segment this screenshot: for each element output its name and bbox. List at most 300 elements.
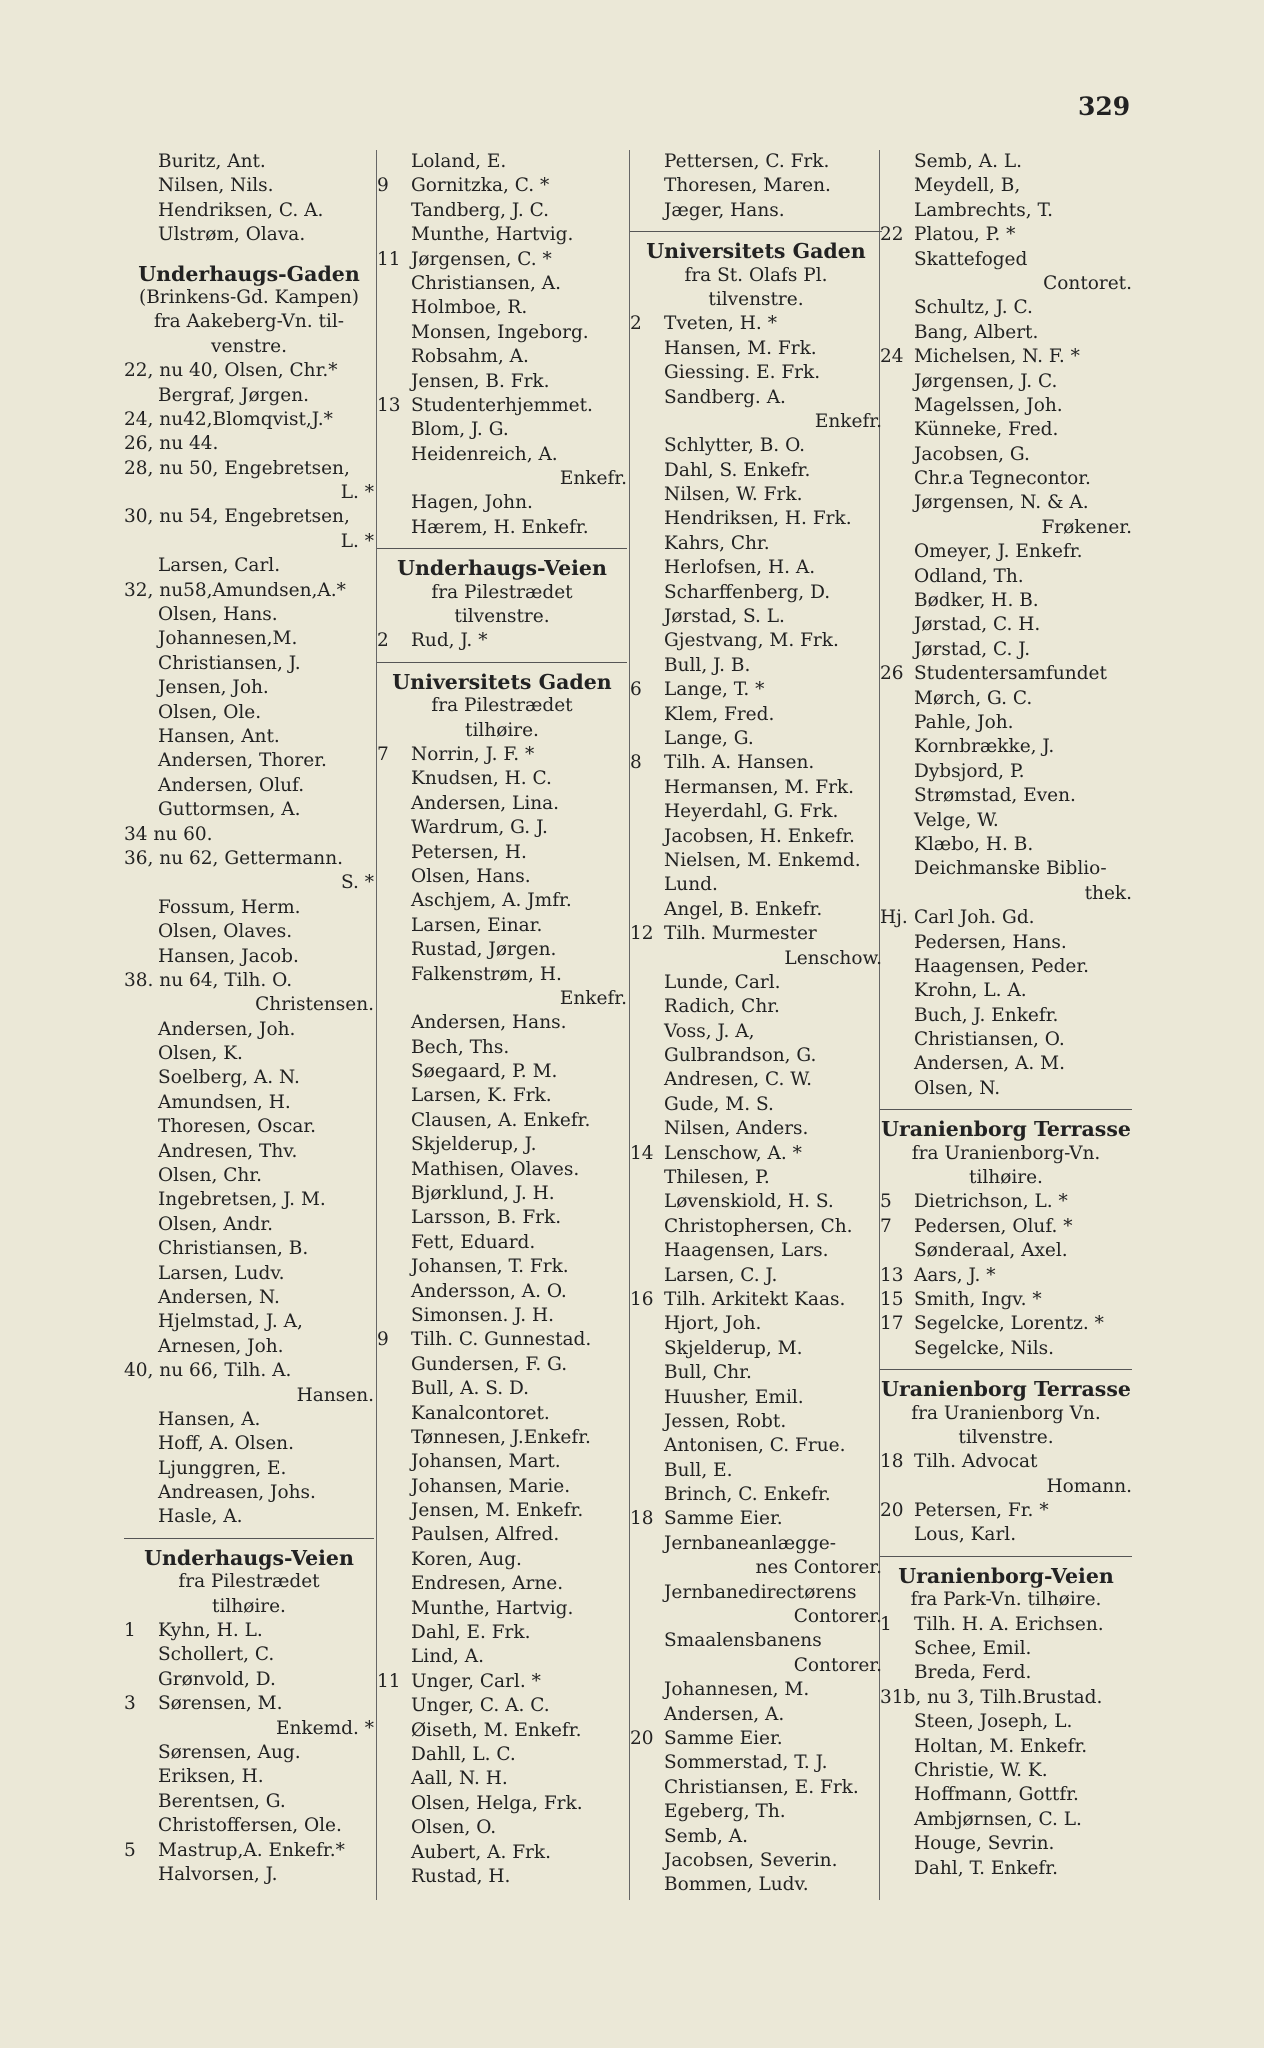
entry-name	[630, 1678, 882, 1702]
entry-name	[377, 1548, 627, 1572]
entry-name: Larsen, Ludv.	[158, 1262, 285, 1284]
entry-name: Øiseth, M. Enkefr.	[411, 1719, 582, 1741]
street-direction	[377, 694, 627, 718]
entry-name: Giessing. E. Frk.	[664, 362, 821, 384]
section-divider	[377, 540, 627, 556]
entry-name	[880, 857, 1132, 881]
entry-name	[880, 418, 1132, 442]
entry-name: Andersen, N.	[158, 1286, 280, 1308]
street-direction: fra Aakeberg-Vn. til-	[153, 311, 345, 333]
entry-name: Kanalcontoret.	[411, 1402, 550, 1424]
entry-name: Johansen, Mart.	[411, 1451, 561, 1473]
entry-name	[630, 556, 882, 580]
entry-name	[630, 1239, 882, 1263]
entry-continuation: L. *	[340, 482, 374, 504]
entry-name: Sørensen, M.	[158, 1693, 283, 1715]
entry-name: Hansen, M. Frk.	[664, 337, 817, 359]
entry-name	[630, 605, 882, 629]
street-direction: fra St. Olafs Pl.	[684, 264, 828, 286]
entry-name: Odland, Th.	[914, 565, 1024, 587]
entry-name	[124, 701, 374, 725]
entry-address: 36, nu 62, Gettermann.	[124, 847, 343, 869]
entry-name: Mørch, G. C.	[914, 687, 1033, 709]
entry-name: Lunde, Carl.	[664, 971, 781, 993]
entry-name: Lange, T. *	[664, 679, 765, 701]
street-direction: fra Pilestrædet	[431, 695, 573, 717]
entry-name: Aars, J. *	[914, 1264, 996, 1286]
entry-name: Bull, A. S. D.	[411, 1378, 530, 1400]
entry-name	[630, 1849, 882, 1873]
entry-continuation: Christensen.	[255, 994, 374, 1016]
entry-name: Heyerdahl, G. Frk.	[664, 801, 839, 823]
entry-name	[377, 1523, 627, 1547]
entry-name: Andreasen, Johs.	[158, 1482, 316, 1504]
entry-name	[377, 223, 627, 247]
entry-name: Larsen, Carl.	[158, 555, 281, 577]
entry-name: Jessen, Robt.	[664, 1410, 787, 1432]
entry-name: Hasle, A.	[158, 1506, 243, 1528]
entry-name	[377, 1036, 627, 1060]
entry-name: Falkenstrøm, H.	[411, 963, 562, 985]
entry-address	[880, 1686, 1132, 1710]
entry-name	[377, 1280, 627, 1304]
entry-name: Olsen, Olaves.	[158, 921, 293, 943]
numbered-entry	[630, 312, 882, 336]
entry-name: Unger, C. A. C.	[411, 1695, 550, 1717]
entry-name: Petersen, Fr. *	[914, 1500, 1049, 1522]
street-direction	[880, 1588, 1132, 1612]
entry-name: Arnesen, Joh.	[158, 1335, 284, 1357]
entry-name	[124, 896, 374, 920]
entry-name: Munthe, Hartvig.	[411, 224, 574, 246]
entry-name: Simonsen. J. H.	[411, 1304, 555, 1326]
entry-name: Gornitzka, C. *	[411, 175, 550, 197]
entry-name: Bull, E.	[664, 1459, 733, 1481]
entry-name: Larsson, B. Frk.	[411, 1207, 562, 1229]
entry-continuation	[124, 530, 374, 554]
street-heading: Underhaugs-Veien	[397, 556, 607, 581]
entry-name: Petersen, H.	[411, 841, 527, 863]
entry-address: 38. nu 64, Tilh. O.	[124, 969, 293, 991]
entry-name: Hoff, A. Olsen.	[158, 1433, 294, 1455]
house-number: 17	[880, 1313, 904, 1335]
house-number: 1	[880, 1613, 892, 1635]
entry-name: Lambrechts, T.	[914, 199, 1053, 221]
entry-name	[377, 865, 627, 889]
entry-name: Guttormsen, A.	[158, 799, 301, 821]
entry-name: Semb, A. L.	[914, 151, 1023, 172]
entry-name: Aall, N. H.	[411, 1768, 508, 1790]
entry-name	[880, 784, 1132, 808]
entry-name: Hendriksen, H. Frk.	[664, 508, 852, 530]
entry-name	[880, 1759, 1132, 1783]
entry-name: Johansen, Marie.	[411, 1475, 571, 1497]
entry-name	[630, 483, 882, 507]
entry-name: Olsen, Ole.	[158, 701, 262, 723]
house-number: 22	[880, 224, 904, 246]
entry-name	[124, 1863, 374, 1887]
street-heading	[377, 670, 627, 694]
house-number: 11	[377, 248, 401, 270]
entry-name: Gulbrandson, G.	[664, 1045, 817, 1067]
entry-name: Mastrup,A. Enkefr.*	[158, 1839, 345, 1861]
entry-name: Deichmanske Biblio-	[914, 858, 1107, 880]
entry-name: Tilh. A. Hansen.	[664, 752, 815, 774]
entry-name	[630, 849, 882, 873]
entry-name: Omeyer, J. Enkefr.	[914, 541, 1083, 563]
entry-name	[880, 296, 1132, 320]
entry-name	[124, 945, 374, 969]
entry-name	[630, 654, 882, 678]
entry-name	[124, 1741, 374, 1765]
entry-name: Andersen, Oluf.	[158, 774, 305, 796]
numbered-entry	[630, 1142, 882, 1166]
entry-continuation: Homann.	[1046, 1475, 1132, 1497]
entry-continuation	[377, 987, 627, 1011]
entry-name	[630, 971, 882, 995]
entry-name	[377, 199, 627, 223]
numbered-entry	[880, 1312, 1132, 1336]
entry-name	[124, 1188, 374, 1212]
entry-continuation	[124, 481, 374, 505]
entry-name	[124, 1765, 374, 1789]
entry-name: Tveten, H. *	[664, 313, 777, 335]
entry-name	[880, 687, 1132, 711]
entry-name	[377, 1743, 627, 1767]
entry-name: Tilh. Advocat	[914, 1451, 1038, 1473]
street-direction: tilhøire.	[969, 1167, 1043, 1189]
house-number: 16	[630, 1288, 654, 1310]
entry-name	[124, 223, 374, 247]
street-direction	[630, 288, 882, 312]
entry-name: Thoresen, Oscar.	[158, 1116, 317, 1138]
entry-name	[880, 1239, 1132, 1263]
entry-name: Jacobsen, H. Enkefr.	[664, 825, 855, 847]
entry-name	[880, 589, 1132, 613]
entry-name	[880, 565, 1132, 589]
entry-name	[880, 1337, 1132, 1361]
entry-name	[630, 1020, 882, 1044]
numbered-entry	[880, 1264, 1132, 1288]
entry-name: Velge, W.	[914, 809, 999, 831]
entry-name	[630, 174, 882, 198]
entry-address	[124, 847, 374, 871]
entry-name	[124, 1066, 374, 1090]
entry-name	[630, 995, 882, 1019]
entry-name	[377, 1450, 627, 1474]
entry-address: 26, nu 44.	[124, 433, 219, 455]
entry-name: Robsahm, A.	[411, 346, 529, 368]
street-heading	[630, 239, 882, 263]
numbered-entry	[880, 1450, 1132, 1474]
entry-name	[377, 1426, 627, 1450]
section-divider	[880, 1361, 1132, 1377]
entry-name: Huusher, Emil.	[664, 1386, 804, 1408]
entry-name: Blom, J. G.	[411, 419, 509, 441]
numbered-entry	[377, 174, 627, 198]
entry-name: Haagensen, Lars.	[664, 1240, 829, 1262]
entry-name: Christie, W. K.	[914, 1760, 1048, 1781]
entry-name: Nielsen, M. Enkemd.	[664, 849, 861, 871]
numbered-entry	[880, 345, 1132, 369]
entry-name: Pahle, Joh.	[914, 711, 1014, 733]
entry-name	[377, 1792, 627, 1816]
entry-name	[124, 1408, 374, 1432]
entry-name: Hermansen, M. Frk.	[664, 776, 855, 798]
entry-name	[630, 1776, 882, 1800]
entry-name: Hansen, Ant.	[158, 725, 280, 747]
entry-name	[377, 1694, 627, 1718]
entry-name: Krohn, L. A.	[914, 980, 1027, 1002]
house-number: 11	[377, 1670, 401, 1692]
entry-name	[377, 1011, 627, 1035]
entry-name: Tilh. H. A. Erichsen.	[914, 1613, 1104, 1635]
entry-name: Kyhn, H. L.	[158, 1620, 263, 1642]
entry-name: Larsen, Einar.	[411, 914, 543, 936]
entry-name: Sørensen, Aug.	[158, 1742, 301, 1763]
street-heading	[880, 1117, 1132, 1141]
entry-name	[377, 1645, 627, 1669]
entry-name: Gjestvang, M. Frk.	[664, 630, 839, 652]
entry-name: Smith, Ingv. *	[914, 1288, 1042, 1310]
entry-name	[377, 321, 627, 345]
entry-name: Olsen, Helga, Frk.	[411, 1792, 583, 1814]
entry-name: Hagen, John.	[411, 492, 533, 514]
entry-name	[880, 248, 1132, 272]
entry-continuation	[377, 467, 627, 491]
entry-name: Rud, J. *	[411, 630, 488, 652]
entry-address: 32, nu58,Amundsen,A.*	[124, 579, 346, 601]
entry-name: Scharffenberg, D.	[664, 581, 831, 603]
entry-name: Studenterhjemmet.	[411, 394, 593, 416]
entry-name: Jacobsen, Severin.	[664, 1849, 838, 1871]
entry-name	[880, 199, 1132, 223]
entry-name	[377, 938, 627, 962]
entry-name	[630, 825, 882, 849]
entry-name	[377, 1597, 627, 1621]
entry-continuation: Lenschow.	[784, 947, 882, 969]
entry-name	[630, 386, 882, 410]
street-heading: Universitets Gaden	[646, 239, 866, 264]
entry-name: Christoffersen, Ole.	[158, 1815, 342, 1837]
house-number: 6	[630, 679, 642, 701]
entry-name	[880, 833, 1132, 857]
entry-name: Andersen, A. M.	[914, 1053, 1065, 1075]
entry-name: Andersen, Lina.	[411, 792, 560, 814]
house-number: 2	[377, 630, 389, 652]
entry-name	[124, 920, 374, 944]
entry-name	[124, 1018, 374, 1042]
house-number: 26	[880, 663, 904, 685]
house-number: 20	[630, 1728, 654, 1749]
street-direction: tilvenstre.	[958, 1426, 1054, 1448]
entry-name	[377, 914, 627, 938]
entry-name: Egeberg, Th.	[664, 1801, 786, 1823]
entry-name	[630, 1532, 882, 1556]
street-direction	[377, 581, 627, 605]
numbered-entry	[630, 678, 882, 702]
street-direction	[124, 286, 374, 310]
house-number: 2	[630, 313, 642, 335]
entry-name: Amundsen, H.	[158, 1091, 291, 1113]
entry-name: Christophersen, Ch.	[664, 1215, 853, 1237]
entry-name: Jørstad, C. H.	[914, 614, 1041, 636]
entry-name: Larsen, C. J.	[664, 1264, 778, 1286]
entry-name	[630, 532, 882, 556]
entry-name	[124, 1164, 374, 1188]
entry-name: Wardrum, G. J.	[411, 817, 548, 839]
house-number: 24	[880, 346, 904, 368]
entry-address: 28, nu 50, Engebretsen,	[124, 457, 350, 479]
entry-name	[630, 1581, 882, 1605]
entry-address: 40, nu 66, Tilh. A.	[124, 1360, 292, 1382]
entry-name	[880, 1052, 1132, 1076]
entry-name: Künneke, Fred.	[914, 419, 1059, 441]
entry-continuation: Contoret.	[1043, 272, 1132, 294]
entry-name	[630, 1751, 882, 1775]
numbered-entry	[880, 1499, 1132, 1523]
entry-continuation	[124, 993, 374, 1017]
entry-name	[377, 1816, 627, 1840]
entry-name: Loland, E.	[411, 151, 507, 172]
street-direction	[630, 264, 882, 288]
entry-continuation: Enkemd. *	[276, 1717, 374, 1739]
entry-name: Gundersen, F. G.	[411, 1353, 568, 1375]
column-1	[124, 150, 374, 1887]
entry-address: 31b, nu 3, Tilh.Brustad.	[880, 1686, 1103, 1708]
house-number: 15	[880, 1288, 904, 1310]
entry-name	[124, 1115, 374, 1139]
street-direction: fra Uranienborg Vn.	[911, 1402, 1101, 1424]
entry-name: Jensen, Joh.	[158, 677, 269, 699]
entry-name: Chr.a Tegnecontor.	[914, 468, 1091, 490]
column-4	[880, 150, 1132, 1881]
entry-name	[377, 889, 627, 913]
entry-name: Thoresen, Maren.	[664, 175, 831, 197]
entry-name: Bech, Ths.	[411, 1036, 510, 1058]
numbered-entry	[880, 1613, 1132, 1637]
entry-name: Nilsen, W. Frk.	[664, 484, 803, 506]
entry-name: Bergraf, Jørgen.	[158, 384, 310, 406]
entry-name: Grønvold, D.	[158, 1668, 276, 1690]
entry-name	[880, 1004, 1132, 1028]
numbered-entry	[880, 1288, 1132, 1312]
column-2	[377, 150, 627, 1889]
numbered-entry	[377, 394, 627, 418]
numbered-entry	[377, 1328, 627, 1352]
entry-continuation	[880, 516, 1132, 540]
entry-name: Andersen, Thorer.	[158, 750, 327, 772]
entry-name	[630, 1117, 882, 1141]
entry-name	[377, 516, 627, 540]
entry-name	[630, 361, 882, 385]
entry-name	[880, 443, 1132, 467]
entry-name: Andersen, Joh.	[158, 1018, 296, 1040]
entry-name	[880, 467, 1132, 491]
entry-name	[124, 174, 374, 198]
street-direction: tilhøire.	[212, 1595, 286, 1617]
entry-name	[630, 1410, 882, 1434]
entry-name	[880, 150, 1132, 174]
entry-name	[630, 1190, 882, 1214]
entry-name	[630, 1386, 882, 1410]
house-number: 8	[630, 752, 642, 774]
entry-name: Andersson, A. O.	[411, 1280, 567, 1302]
entry-name	[630, 337, 882, 361]
entry-name	[880, 491, 1132, 515]
street-direction: fra Uranienborg-Vn.	[911, 1142, 1101, 1164]
house-number: 7	[377, 743, 389, 765]
entry-name	[630, 800, 882, 824]
entry-name: Schlytter, B. O.	[664, 435, 806, 457]
entry-name: Semb, A.	[664, 1825, 749, 1847]
entry-name	[377, 1231, 627, 1255]
entry-name: Holtan, M. Enkefr.	[914, 1735, 1088, 1757]
entry-name	[880, 1077, 1132, 1101]
entry-name	[377, 1109, 627, 1133]
entry-name	[124, 774, 374, 798]
entry-name: Clausen, A. Enkefr.	[411, 1109, 591, 1131]
entry-name	[124, 725, 374, 749]
entry-name	[880, 1735, 1132, 1759]
entry-continuation: Enkefr.	[559, 987, 627, 1009]
entry-name: Brinch, C. Enkefr.	[664, 1484, 831, 1506]
entry-name: Hoffmann, Gottfr.	[914, 1784, 1079, 1806]
entry-name: Jernbanedirectørens	[664, 1581, 857, 1603]
entry-name: Rustad, Jørgen.	[411, 939, 557, 961]
entry-name: Jørgensen, N. & A.	[914, 492, 1089, 514]
entry-name: Larsen, K. Frk.	[411, 1085, 552, 1107]
entry-name: Munthe, Hartvig.	[411, 1597, 574, 1619]
entry-name: Houge, Sevrin.	[914, 1833, 1055, 1855]
entry-name	[630, 1215, 882, 1239]
house-number: 5	[880, 1191, 892, 1213]
entry-name: Kornbrække, J.	[914, 736, 1055, 758]
numbered-entry	[630, 1507, 882, 1531]
entry-name: Bang, Albert.	[914, 321, 1039, 343]
entry-name: Pedersen, Hans.	[914, 931, 1067, 953]
entry-name: Fossum, Herm.	[158, 896, 301, 918]
house-number: 5	[124, 1839, 136, 1861]
entry-name	[377, 418, 627, 442]
section-divider	[124, 1530, 374, 1546]
entry-name	[630, 1044, 882, 1068]
entry-name: Jernbaneanlægge-	[664, 1532, 836, 1554]
house-number: 3	[124, 1693, 136, 1715]
spacer	[124, 248, 374, 262]
entry-name: Nilsen, Nils.	[158, 175, 274, 197]
entry-name	[124, 1335, 374, 1359]
entry-name: Samme Eier.	[664, 1728, 783, 1749]
entry-name	[880, 394, 1132, 418]
numbered-entry	[630, 751, 882, 775]
street-direction: fra Pilestrædet	[178, 1571, 320, 1593]
house-number: 18	[880, 1451, 904, 1473]
entry-name: Antonisen, C. Frue.	[664, 1435, 846, 1457]
entry-name	[630, 898, 882, 922]
entry-continuation	[630, 1605, 882, 1629]
entry-name: Knudsen, H. C.	[411, 768, 552, 790]
entry-address	[124, 969, 374, 993]
entry-name	[880, 809, 1132, 833]
entry-name	[377, 443, 627, 467]
entry-name	[377, 1182, 627, 1206]
entry-name	[124, 1457, 374, 1481]
entry-name	[880, 321, 1132, 345]
street-heading	[124, 1546, 374, 1570]
entry-name: Christiansen, E. Frk.	[664, 1776, 859, 1798]
entry-continuation: Contorer.	[793, 1606, 882, 1628]
